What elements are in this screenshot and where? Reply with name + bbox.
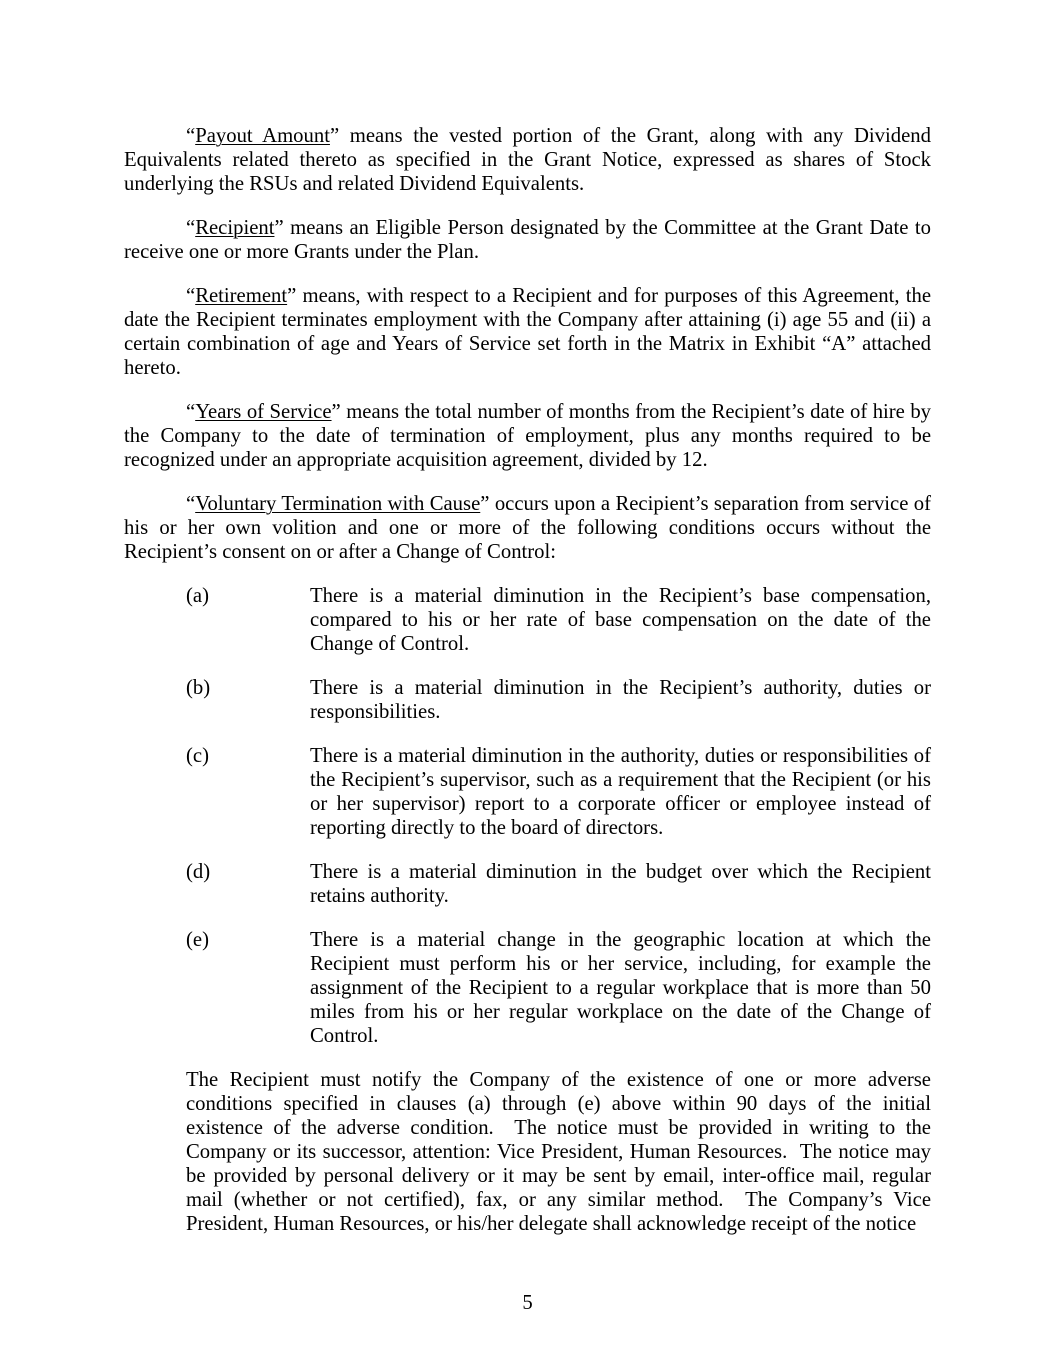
open-quote: “ — [186, 493, 196, 515]
notice-paragraph: The Recipient must notify the Company of the existence of one or more adverse conditions specified in clauses (a) through (e) above within 90 days of the initial existence of the adverse condition. The notice must be provided in writing to the Company or its successor, attention: Vice President, Human Resources. The notice may be provided by personal delivery or it may be sent by email, inter-office mail, regular mail (whether or not certified), fax, or any similar method. The Company’s Vice President, Human Resources, or his/her delegate shall acknowledge receipt of the notice — [186, 1069, 937, 1235]
definition-text: means the vested portion of the Grant, along with any Dividend Equivalents related thereto as specified in the Grant Notice, expressed as shares of Stock underlying the RSUs and related Dividend Equivalents. — [124, 125, 931, 195]
condition-label: (a) — [186, 585, 209, 607]
close-quote: ” — [480, 493, 490, 515]
definition-retirement — [124, 284, 931, 380]
definition-years-of-service — [124, 400, 931, 472]
definition-payout-amount — [124, 124, 931, 196]
open-quote: “ — [186, 401, 196, 423]
condition-item-a — [186, 584, 931, 656]
condition-label: (e) — [186, 929, 209, 951]
close-quote: ” — [287, 285, 297, 307]
condition-label: (d) — [186, 861, 211, 883]
condition-label: (b) — [186, 677, 211, 699]
definition-text: occurs upon a Recipient’s separation from service of his or her own volition and one or more of the following conditions occurs without the Recipient’s consent on or after a Change of Control: — [124, 493, 931, 563]
page-number: 5 — [522, 1292, 533, 1314]
condition-label: (c) — [186, 745, 209, 767]
defined-term: Recipient — [195, 217, 275, 239]
condition-text: There is a material diminution in the authority, duties or responsibilities of the Recipient’s supervisor, such as a requirement that the Recipient (or his or her supervisor) report to a corporate officer or employee instead of reporting directly to the board of directors. — [310, 745, 931, 839]
definition-recipient — [124, 216, 931, 264]
definition-text: means an Eligible Person designated by the Committee at the Grant Date to receive one or more Grants under the Plan. — [124, 217, 931, 263]
open-quote: “ — [186, 285, 196, 307]
close-quote: ” — [329, 125, 340, 147]
defined-term: Years of Service — [195, 401, 332, 423]
open-quote: “ — [186, 217, 196, 239]
condition-item-c — [186, 744, 931, 840]
defined-term: Payout Amount — [195, 125, 330, 147]
condition-text: There is a material diminution in the Recipient’s base compensation, compared to his or her rate of base compensation on the date of the Change of Control. — [310, 585, 931, 655]
defined-term: Voluntary Termination with Cause — [195, 493, 481, 515]
condition-text: There is a material diminution in the Recipient’s authority, duties or responsibilities. — [310, 677, 931, 723]
definition-text: means, with respect to a Recipient and for purposes of this Agreement, the date the Recipient terminates employment with the Company after attaining (i) age 55 and (ii) a certain combination of age and Years of Service set forth in the Matrix in Exhibit “A” attached hereto. — [124, 285, 931, 379]
close-quote: ” — [274, 217, 284, 239]
condition-item-d — [186, 860, 931, 908]
condition-text: There is a material diminution in the budget over which the Recipient retains authority. — [310, 861, 931, 907]
definition-voluntary-termination — [124, 492, 931, 564]
defined-term: Retirement — [195, 285, 288, 307]
close-quote: ” — [331, 401, 341, 423]
definition-text: means the total number of months from the Recipient’s date of hire by the Company to the date of termination of employment, plus any months required to be recognized under an appropriate acquisition agreement, divided by 12. — [124, 401, 932, 471]
condition-item-e — [186, 928, 931, 1048]
condition-text: There is a material change in the geographic location at which the Recipient must perform his or her service, including, for example the assignment of the Recipient to a regular workplace that is more than 50 miles from his or her regular workplace on the date of the Change of Control. — [310, 929, 931, 1047]
condition-item-b — [186, 676, 931, 724]
open-quote: “ — [186, 125, 196, 147]
